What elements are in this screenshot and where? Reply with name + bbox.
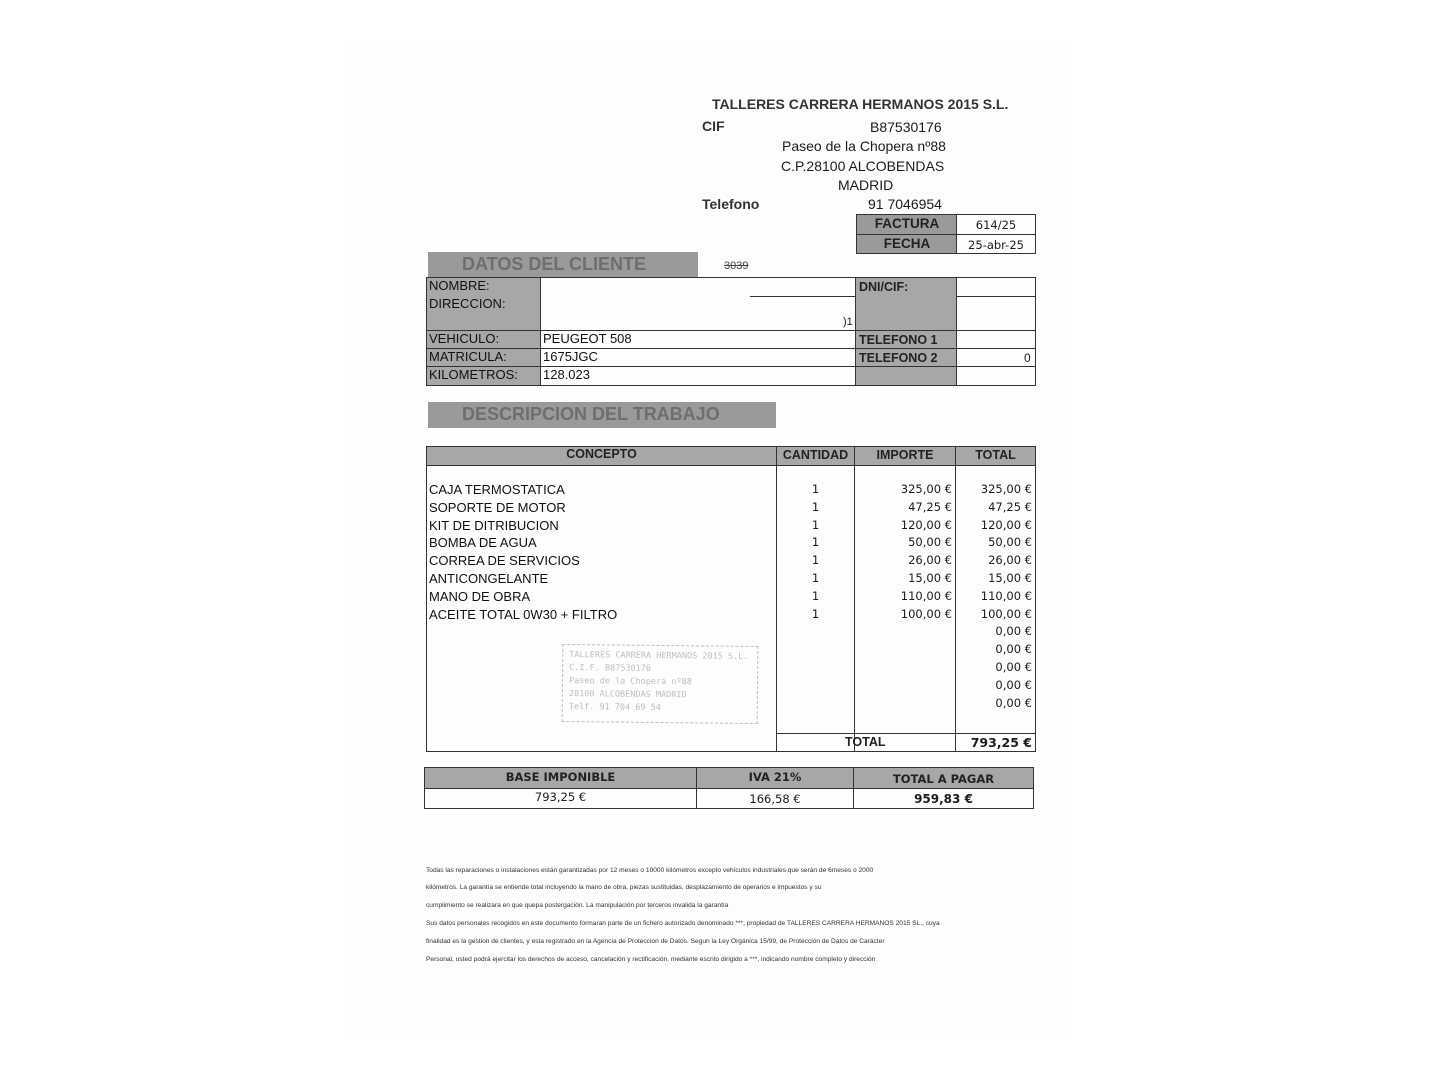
item-importe: 50,00 € — [908, 535, 952, 549]
cif-value: B87530176 — [870, 119, 942, 135]
header-importe: IMPORTE — [876, 448, 934, 462]
company-address-2: C.P.28100 ALCOBENDAS — [781, 158, 945, 174]
base-imponible-value: 793,25 € — [534, 790, 587, 804]
stamp-line: TALLERES CARRERA HERMANOS 2015 S.L. — [569, 650, 749, 662]
work-total-value: 793,25 € — [970, 735, 1032, 750]
item-cantidad: 1 — [811, 589, 820, 603]
stamp-line: 28100 ALCOBENDAS MADRID — [568, 689, 687, 701]
footer-line: Personal, usted podrá ejercitar los derechos de acceso, cancelación y rectificación, mediante escrito dirigido a ***, indicando nombre completo y dirección — [426, 956, 876, 963]
work-total-label: TOTAL — [845, 735, 886, 749]
kilometros-value: 128.023 — [543, 367, 590, 382]
total-a-pagar-label: TOTAL A PAGAR — [892, 772, 995, 786]
header-concepto: CONCEPTO — [566, 447, 637, 461]
matricula-value: 1675JGC — [543, 349, 598, 364]
item-cantidad: 1 — [811, 553, 820, 567]
header-total: TOTAL — [975, 448, 1016, 462]
kilometros-label: KILOMETROS: — [429, 367, 518, 382]
item-total: 110,00 € — [980, 589, 1032, 603]
footer-line: cumplimiento se realizara en que quepa postergación. La manipulación por terceros invalida la garantía — [426, 902, 729, 909]
factura-number: 614/25 — [975, 218, 1017, 232]
item-total: 0,00 € — [995, 624, 1032, 638]
item-cantidad: 1 — [811, 535, 820, 549]
item-total: 0,00 € — [995, 696, 1032, 710]
company-address-1: Paseo de la Chopera nº88 — [782, 138, 946, 154]
iva-value: 166,58 € — [749, 792, 801, 806]
stamp-line: C.I.F. B87530176 — [569, 663, 652, 674]
vehiculo-value: PEUGEOT 508 — [543, 331, 632, 346]
item-concepto: ACEITE TOTAL 0W30 + FILTRO — [429, 607, 618, 622]
telefono1-label: TELEFONO 1 — [859, 333, 938, 347]
nombre-label: NOMBRE: — [429, 278, 490, 293]
item-importe: 110,00 € — [900, 589, 952, 603]
item-importe: 15,00 € — [908, 571, 952, 585]
company-stamp — [562, 644, 759, 724]
item-concepto: CAJA TERMOSTATICA — [429, 482, 565, 497]
item-total: 0,00 € — [995, 660, 1032, 674]
company-name: TALLERES CARRERA HERMANOS 2015 S.L. — [712, 96, 1009, 112]
item-cantidad: 1 — [811, 500, 820, 514]
item-total: 26,00 € — [988, 553, 1032, 567]
footer-line: kilómetros. La garantía se entiende total incluyendo la mano de obra, piezas sustituidas, desplazamiento de operarios e impuestos y su — [426, 884, 822, 891]
direccion-value: )1 — [843, 316, 853, 328]
item-concepto: CORREA DE SERVICIOS — [429, 553, 580, 568]
footer-line: Todas las reparaciones o instalaciones están garantizadas por 12 meses o 10000 kilómetros excepto vehículos industriales que serán de 6meses o 2000 — [426, 867, 874, 874]
cif-label: CIF — [702, 118, 725, 134]
fecha-value: 25-abr-25 — [968, 238, 1024, 252]
item-cantidad: 1 — [811, 482, 820, 496]
item-cantidad: 1 — [811, 518, 820, 532]
direccion-label: DIRECCION: — [429, 296, 506, 311]
item-total: 0,00 € — [995, 678, 1032, 692]
vehiculo-label: VEHICULO: — [429, 331, 500, 346]
item-concepto: BOMBA DE AGUA — [429, 535, 537, 550]
fecha-label: FECHA — [883, 236, 931, 251]
company-city: MADRID — [838, 177, 894, 193]
item-total: 0,00 € — [995, 642, 1032, 656]
telefono2-label: TELEFONO 2 — [859, 351, 938, 365]
header-cantidad: CANTIDAD — [782, 448, 849, 462]
item-concepto: ANTICONGELANTE — [429, 571, 549, 586]
item-importe: 47,25 € — [908, 500, 952, 514]
item-total: 100,00 € — [980, 607, 1032, 621]
footer-line: finalidad es la gestion de clientes, y esta registrado en la Agencia de Proteccion de Datos. Segun la Ley Orgánica 15/99, de Protección de Datos de Carácter — [426, 938, 885, 945]
item-concepto: SOPORTE DE MOTOR — [429, 500, 566, 515]
work-section-title: DESCRIPCION DEL TRABAJO — [462, 404, 720, 424]
factura-label: FACTURA — [874, 216, 940, 231]
item-importe: 100,00 € — [900, 607, 952, 621]
footer-line: Sus datos personales recogidos en este documento formaran parte de un fichero autorizado denominado ***, propiedad de TALLERES CARRERA HERMANOS 2015 SL., cuya — [426, 920, 940, 927]
item-cantidad: 1 — [811, 571, 820, 585]
item-total: 50,00 € — [988, 535, 1032, 549]
telefono2-value: 0 — [1024, 351, 1031, 365]
client-labels-column-right — [856, 278, 956, 385]
item-total: 120,00 € — [980, 518, 1032, 532]
dni-label: DNI/CIF: — [859, 280, 909, 294]
total-a-pagar-value: 959,83 € — [914, 792, 973, 806]
matricula-label: MATRICULA: — [429, 349, 507, 364]
item-total: 47,25 € — [988, 500, 1032, 514]
item-concepto: KIT DE DITRIBUCION — [429, 518, 559, 533]
iva-label: IVA 21% — [748, 770, 802, 784]
item-concepto: MANO DE OBRA — [429, 589, 531, 604]
phone-label: Telefono — [702, 196, 760, 212]
client-section-title: DATOS DEL CLIENTE — [462, 254, 647, 274]
item-importe: 120,00 € — [900, 518, 952, 532]
item-importe: 325,00 € — [900, 482, 952, 496]
company-phone: 91 7046954 — [868, 196, 942, 212]
stamp-line: Telf. 91 704 69 54 — [568, 702, 661, 714]
item-importe: 26,00 € — [908, 553, 952, 567]
stamp-line: Paseo de la Chopera nº88 — [568, 676, 692, 688]
client-code: 3039 — [724, 260, 749, 272]
item-total: 15,00 € — [988, 571, 1032, 585]
item-total: 325,00 € — [980, 482, 1032, 496]
item-cantidad: 1 — [811, 607, 820, 621]
base-imponible-label: BASE IMPONIBLE — [505, 770, 616, 784]
